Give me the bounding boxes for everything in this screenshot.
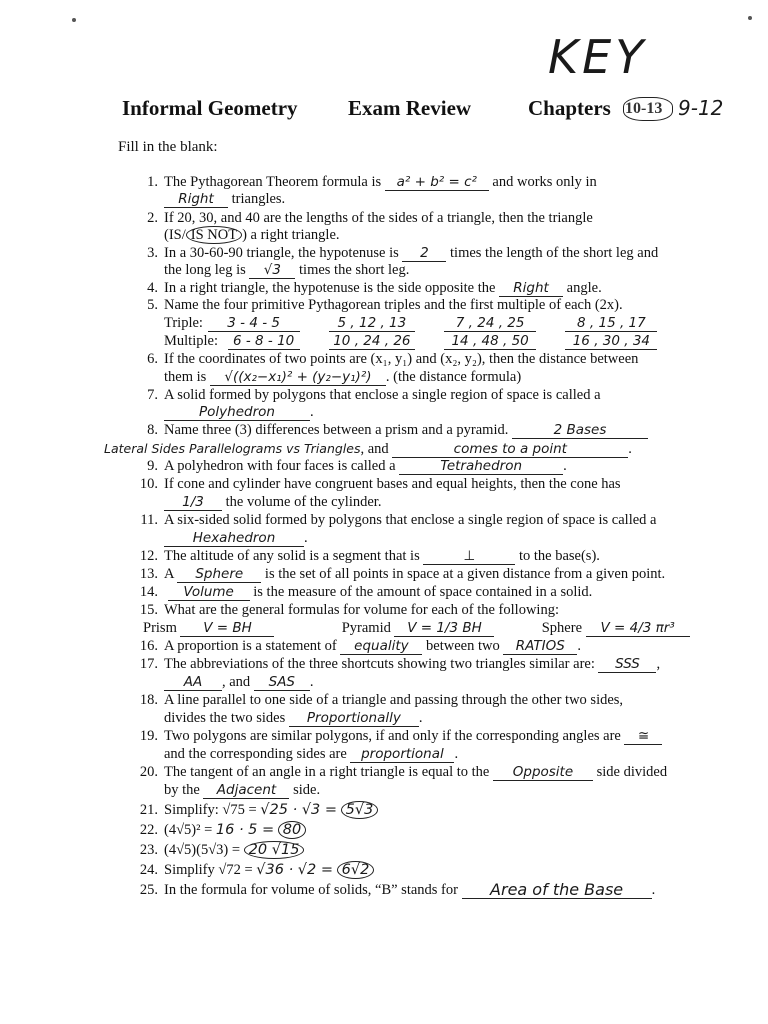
volume-formulas-row: Prism V = BH Pyramid V = 1/3 BH Sphere V = 4/3 πr³ [143,620,690,637]
question-17: 17. The abbreviations of the three shortcuts showing two triangles similar are: SSS , [139,656,661,672]
question-8: 8. Name three (3) differences between a prism and a pyramid. 2 Bases [136,422,648,439]
answer-21: 5√3 [341,801,379,819]
question-1-line2: Right triangles. [164,191,285,208]
answer-1a: a² + b² = c² [396,174,477,190]
question-7-line2: Polyhedron . [164,404,314,421]
question-6: 6. If the coordinates of two points are (x₁, y₁) and (x₂, y₂), then the distance between [147,351,639,367]
question-13: 13. A Sphere is the set of all points in space at a given distance from a given point. [139,566,666,582]
question-16: 16. A proportion is a statement of equality between two RATIOS . [139,638,581,654]
answer-10: 1/3 [182,494,204,510]
question-3-line2: the long leg is √3 times the short leg. [164,262,410,278]
question-8-line2: Lateral Sides Parallelograms vs Triangles, and comes to a point . [104,441,632,457]
scan-speck [748,16,752,20]
question-2: 2. If 20, 30, and 40 are the lengths of the sides of a triangle, then the triangle [147,210,593,226]
answer-17a: SSS [615,656,640,672]
answer-3a: 2 [420,245,429,261]
question-19: 19. Two polygons are similar polygons, if and only if the corresponding angles are ≅ [136,728,662,745]
question-18-line2: divides the two sides Proportionally . [164,710,423,726]
work-21: √25 · √3 = [260,802,338,818]
answer-23: 20 √15 [244,841,305,859]
question-20: 20. The tangent of an angle in a right triangle is equal to the Opposite side divided [139,764,668,780]
answer-24: 6√2 [337,861,375,879]
question-2-line2: (IS/ IS NOT ) a right triangle. [164,227,340,243]
answer-15-prism: V = BH [203,620,252,636]
answer-25: Area of the Base [490,880,624,899]
question-14: 14. Volume is the measure of the amount of space contained in a solid. [139,584,593,600]
answer-8b: Lateral Sides Parallelograms vs Triangles [104,441,361,456]
answer-19a: ≅ [637,728,650,744]
question-5: 5. Name the four primitive Pythagorean triples and the first multiple of each (2x). [147,297,623,313]
triple-1: 3 - 4 - 5 [227,315,280,331]
answer-17b: AA [183,674,203,690]
answer-13: Sphere [195,566,244,582]
answer-22: 80 [278,821,306,839]
triple-4: 8 , 15 , 17 [577,315,646,331]
question-23: 23. (4√5)(5√3) = 20 √15 [136,842,304,859]
scan-speck [72,18,76,22]
triple-3: 7 , 24 , 25 [455,315,525,331]
answer-15-sphere: V = 4/3 πr³ [600,620,675,636]
question-3: 3. In a 30-60-90 triangle, the hypotenuse is 2 times the length of the short leg and [147,245,659,261]
question-19-line2: and the corresponding sides are proportional . [164,746,459,762]
question-9: 9. A polyhedron with four faces is called a Tetrahedron . [147,458,567,474]
answer-17c: SAS [268,674,295,690]
work-24: √36 · √2 = [256,862,334,878]
question-17-line2: AA , and SAS . [164,674,313,691]
answer-11: Hexahedron [192,530,276,546]
answer-20a: Opposite [512,764,574,780]
answer-8c: comes to a point [453,441,567,457]
question-11: 11. A six-sided solid formed by polygons that enclose a single region of space is called a [140,512,657,528]
answer-16b: RATIOS [515,638,565,654]
question-10-line2: 1/3 the volume of the cylinder. [164,494,381,511]
chapters-label: Chapters [528,96,611,120]
question-20-line2: by the Adjacent side. [164,782,321,798]
instructions: Fill in the blank: [118,139,218,155]
answer-16a: equality [354,638,409,654]
triple-2: 5 , 12 , 13 [337,315,407,331]
answer-9: Tetrahedron [440,458,523,474]
answer-7: Polyhedron [199,404,275,420]
answer-8a: 2 Bases [553,422,607,438]
question-21: 21. Simplify: √75 = √25 · √3 = 5√3 [136,802,378,819]
multiple-2: 10 , 24 , 26 [333,333,411,349]
exam-subtitle: Exam Review [348,96,472,120]
question-24: 24. Simplify √72 = √36 · √2 = 6√2 [136,862,374,879]
multiple-4: 16 , 30 , 34 [572,333,651,349]
multiple-1: 6 - 8 - 10 [232,333,295,349]
answer-20b: Adjacent [216,782,277,798]
question-10: 10. If cone and cylinder have congruent bases and equal heights, then the cone has [139,476,621,492]
question-4: 4. In a right triangle, the hypotenuse is the side opposite the Right angle. [147,280,602,296]
question-6-line2: them is √((x₂−x₁)² + (y₂−y₁)²) . (the distance formula) [164,369,522,385]
answer-12: ⊥ [463,548,476,564]
question-12: 12. The altitude of any solid is a segment that is ⊥ to the base(s). [139,548,600,564]
question-22: 22. (4√5)² = 16 · 5 = 80 [136,822,306,839]
answer-3b: √3 [263,262,281,278]
answer-18: Proportionally [306,710,401,726]
chapters-handwritten: 9-12 [678,96,724,120]
triple-row: Triple: 3 - 4 - 5 5 , 12 , 13 7 , 24 , 25 8 , 15 , 17 [164,315,657,332]
chapters-crossed: 10-13 [625,100,663,117]
question-7: 7. A solid formed by polygons that enclose a single region of space is called a [147,387,601,403]
course-title: Informal Geometry [122,96,298,120]
multiple-3: 14 , 48 , 50 [451,333,529,349]
answer-14: Volume [183,584,234,600]
multiple-row: Multiple: 6 - 8 - 10 10 , 24 , 26 14 , 48 , 50 16 , 30 , 34 [164,333,657,350]
answer-2-circled: IS NOT [186,226,242,244]
question-15: 15. What are the general formulas for volume for each of the following: [139,602,559,618]
answer-6: √((x₂−x₁)² + (y₂−y₁)²) [224,369,372,385]
answer-1b: Right [178,191,214,207]
question-11-line2: Hexahedron . [164,530,308,547]
key-mark: KEY [548,30,648,84]
question-18: 18. A line parallel to one side of a triangle and passing through the other two sides, [139,692,624,708]
question-25: 25. In the formula for volume of solids, “B” stands for Area of the Base . [139,880,656,899]
chapters-strike-mark [623,97,673,121]
answer-4: Right [513,280,549,296]
work-22: 16 · 5 = [215,822,275,838]
question-1: 1. The Pythagorean Theorem formula is a² + b² = c² and works only in [147,174,597,190]
answer-19b: proportional [361,746,444,762]
answer-15-pyramid: V = 1/3 BH [407,620,482,636]
